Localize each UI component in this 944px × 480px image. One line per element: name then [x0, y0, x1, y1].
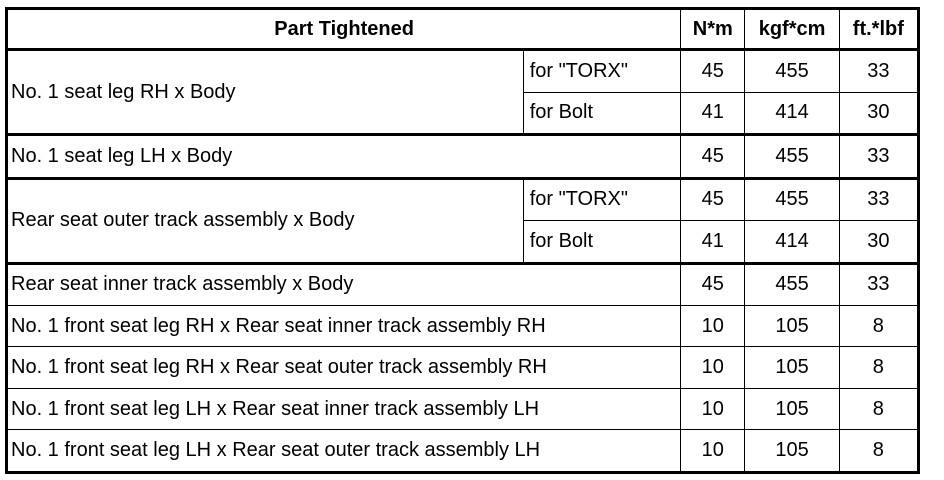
- nm-cell: 10: [681, 430, 745, 473]
- kgfcm-cell: 455: [745, 50, 839, 93]
- part-cell: No. 1 front seat leg LH x Rear seat outer track assembly LH: [7, 430, 681, 473]
- condition-cell: for "TORX": [523, 50, 681, 93]
- table-row: [7, 306, 919, 347]
- kgfcm-cell: 455: [745, 178, 839, 221]
- part-cell: No. 1 front seat leg RH x Rear seat inner track assembly RH: [7, 306, 681, 347]
- nm-cell: 45: [681, 178, 745, 221]
- ftlbf-cell: 33: [839, 135, 918, 179]
- ftlbf-cell: 33: [839, 50, 918, 93]
- header-nm: N*m: [681, 9, 745, 50]
- table-row: [7, 388, 919, 429]
- kgfcm-cell: 105: [745, 388, 839, 429]
- kgfcm-cell: 455: [745, 263, 839, 306]
- header-row: [7, 9, 919, 50]
- table-row: [7, 263, 919, 306]
- table-row: [7, 135, 919, 179]
- part-cell: Rear seat outer track assembly x Body: [7, 178, 524, 263]
- ftlbf-cell: 30: [839, 221, 918, 264]
- part-cell: No. 1 front seat leg LH x Rear seat inner track assembly LH: [7, 388, 681, 429]
- header-part-tightened: Part Tightened: [7, 9, 681, 50]
- nm-cell: 45: [681, 263, 745, 306]
- condition-cell: for Bolt: [523, 92, 681, 135]
- kgfcm-cell: 414: [745, 221, 839, 264]
- nm-cell: 10: [681, 306, 745, 347]
- part-cell: Rear seat inner track assembly x Body: [7, 263, 681, 306]
- table-row: [7, 430, 919, 473]
- kgfcm-cell: 105: [745, 347, 839, 388]
- condition-cell: for Bolt: [523, 221, 681, 264]
- ftlbf-cell: 8: [839, 430, 918, 473]
- kgfcm-cell: 414: [745, 92, 839, 135]
- ftlbf-cell: 8: [839, 388, 918, 429]
- ftlbf-cell: 30: [839, 92, 918, 135]
- nm-cell: 10: [681, 347, 745, 388]
- nm-cell: 10: [681, 388, 745, 429]
- kgfcm-cell: 105: [745, 306, 839, 347]
- ftlbf-cell: 33: [839, 178, 918, 221]
- header-kgfcm: kgf*cm: [745, 9, 839, 50]
- nm-cell: 41: [681, 221, 745, 264]
- condition-cell: for "TORX": [523, 178, 681, 221]
- kgfcm-cell: 455: [745, 135, 839, 179]
- nm-cell: 41: [681, 92, 745, 135]
- part-cell: No. 1 seat leg RH x Body: [7, 50, 524, 135]
- ftlbf-cell: 8: [839, 347, 918, 388]
- kgfcm-cell: 105: [745, 430, 839, 473]
- table-row: [7, 347, 919, 388]
- ftlbf-cell: 8: [839, 306, 918, 347]
- nm-cell: 45: [681, 50, 745, 93]
- torque-specification-table: [5, 7, 920, 474]
- part-cell: No. 1 front seat leg RH x Rear seat outer track assembly RH: [7, 347, 681, 388]
- ftlbf-cell: 33: [839, 263, 918, 306]
- table-row: [7, 178, 919, 221]
- part-cell: No. 1 seat leg LH x Body: [7, 135, 681, 179]
- nm-cell: 45: [681, 135, 745, 179]
- header-ftlbf: ft.*lbf: [839, 9, 918, 50]
- table-row: [7, 50, 919, 93]
